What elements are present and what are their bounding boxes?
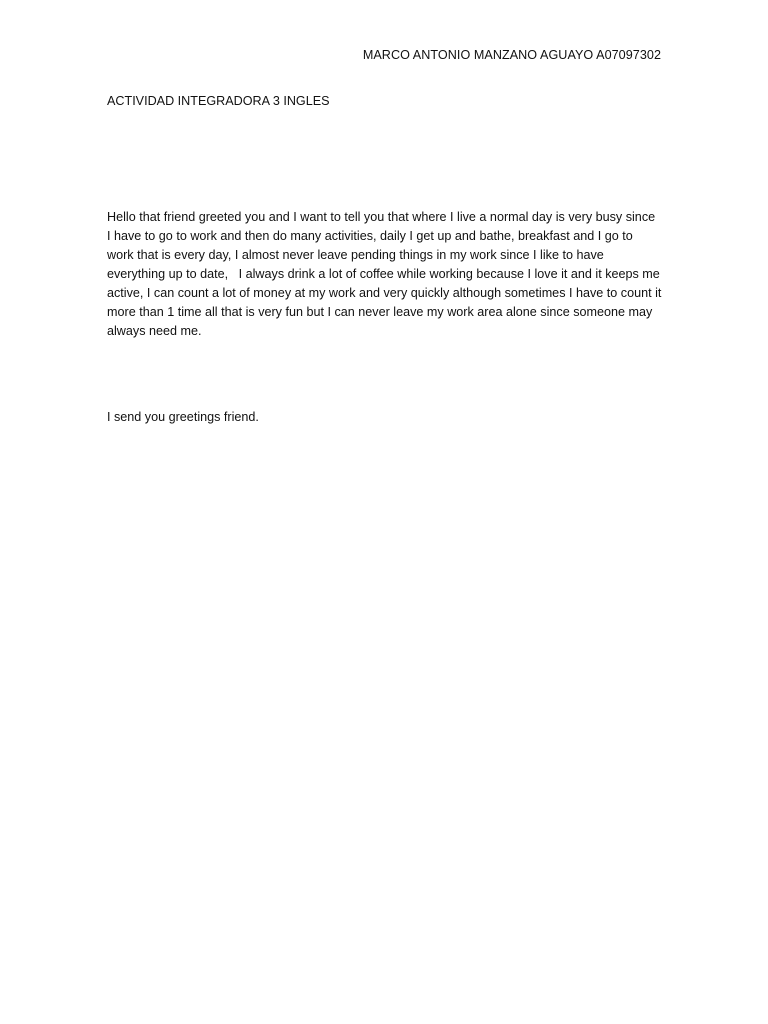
closing-line: I send you greetings friend. (107, 410, 259, 424)
author-header: MARCO ANTONIO MANZANO AGUAYO A07097302 (362, 48, 661, 62)
document-title: ACTIVIDAD INTEGRADORA 3 INGLES (107, 94, 330, 108)
body-paragraph: Hello that friend greeted you and I want to tell you that where I live a normal day is very busy since I have to go to work and then do many activities, daily I get up and bathe, breakfast and I go to work that is every day, I almost never leave pending things in my work since I like to have everything up to date, I always drink a lot of coffee while working because I love it and it keeps me active, I can count a lot of money at my work and very quickly although sometimes I have to count it more than 1 time all that is very fun but I can never leave my work area alone since someone may always need me. (107, 210, 665, 338)
